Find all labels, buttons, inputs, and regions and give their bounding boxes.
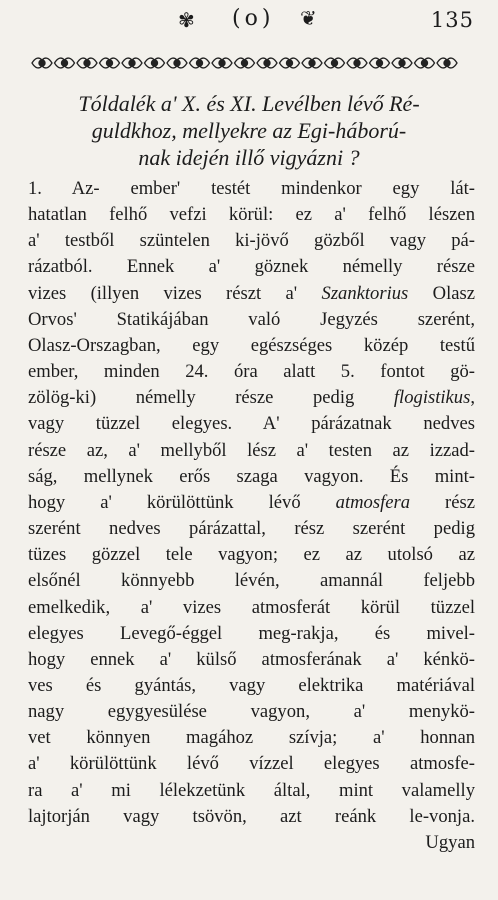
- page-header: [0, 6, 498, 36]
- italic-term: Szanktorius: [321, 282, 409, 304]
- ornament-icon: [302, 58, 322, 68]
- text-segment: vet könnyen magához szívja; a' honnan: [28, 727, 475, 749]
- text-segment: ves és gyántás, vagy elektrika matériával: [28, 674, 475, 696]
- text-line: [28, 228, 475, 254]
- text-segment: elegyes Levegő-éggel meg-rakja, és mivel-: [28, 622, 475, 644]
- text-line: [28, 568, 475, 594]
- title-line: Tóldalék a' X. és XI. Levélben lévő Ré-: [78, 91, 420, 116]
- text-segment: szerént nedves párázattal, rész szerént pedig: [28, 518, 475, 540]
- text-line: [28, 438, 475, 464]
- ornament-icon: [257, 58, 277, 68]
- title-line: guldkhoz, mellyekre az Egi-háború-: [91, 118, 407, 143]
- text-segment: hogy ennek a' külső atmosferának a' kénkö-: [28, 648, 475, 670]
- text-segment: 1. Az- ember' testét mindenkor egy lát-: [28, 178, 475, 199]
- ornament-icon: [415, 58, 435, 68]
- text-segment: lajtorján vagy tsövön, azt reánk le-vonja.: [28, 805, 475, 827]
- ornament-icon: [32, 58, 52, 68]
- ornament-icon: [122, 58, 142, 68]
- text-line: [28, 516, 475, 542]
- page-number: 135: [430, 8, 474, 32]
- ornament-icon: [325, 58, 345, 68]
- text-segment: nagy egygyesülése vagyon, a' menykö-: [28, 701, 475, 723]
- text-segment: vagy tüzzel elegyes. A' párázatnak nedves: [28, 413, 475, 435]
- text-segment: hatatlan felhő vefzi körül: ez a' felhő lészen: [28, 204, 475, 226]
- signature-mark: (o): [232, 6, 275, 31]
- ornament-icon: [437, 58, 457, 68]
- text-segment: vizes (illyen vizes részt a': [28, 282, 322, 304]
- text-segment: tüzes gözzel tele vagyon; ez az utolsó az: [28, 544, 475, 566]
- title-line: nak idején illő vigyázni ?: [138, 145, 360, 170]
- ornamental-rule: [30, 52, 475, 74]
- text-line: [28, 490, 475, 516]
- text-line: [28, 699, 475, 725]
- ornament-icon: [370, 58, 390, 68]
- text-segment: hogy a' körülöttünk lévő: [28, 491, 336, 513]
- text-line: [28, 595, 475, 621]
- text-line: [28, 464, 475, 490]
- text-segment: elsőnél könnyebb lévén, amannál feljebb: [28, 570, 475, 592]
- text-line: [28, 359, 475, 385]
- ornament-icon: [190, 58, 210, 68]
- ornament-icon: [55, 58, 75, 68]
- text-line: [28, 202, 475, 228]
- text-segment: a' testből szüntelen ki-jövő gözből vagy pá-: [28, 230, 475, 252]
- ornament-icon: [145, 58, 165, 68]
- text-segment: Olasz-Orszagban, egy egészséges közép testű: [28, 334, 475, 356]
- text-segment: része az, a' mellyből lész a' testen az izzad-: [28, 439, 475, 461]
- text-line: [28, 647, 475, 673]
- italic-term: atmosfera: [335, 491, 411, 513]
- text-line: [28, 751, 475, 777]
- text-line: [28, 176, 475, 202]
- ornament-icon: [392, 58, 412, 68]
- text-segment: zölög-ki) némelly része pedig: [28, 387, 394, 409]
- text-segment: a' körülöttünk lévő vízzel elegyes atmosfe-: [28, 753, 475, 775]
- fleuron-icon: ✾: [178, 8, 195, 32]
- text-line: [28, 307, 475, 333]
- ornament-icon: [235, 58, 255, 68]
- text-line: [28, 725, 475, 751]
- catchword: Ugyan: [425, 831, 475, 853]
- italic-term: flogistikus: [393, 387, 471, 409]
- text-line: [28, 830, 475, 856]
- text-line: [28, 333, 475, 359]
- ornament-icon: [347, 58, 367, 68]
- ornament-icon: [212, 58, 232, 68]
- text-line: [28, 778, 475, 804]
- text-line: [28, 621, 475, 647]
- text-line: [28, 281, 475, 307]
- text-line: [28, 542, 475, 568]
- text-segment: ra a' mi lélekzetünk által, mint valamelly: [28, 779, 475, 801]
- text-segment: Olasz: [408, 282, 476, 304]
- fleuron-icon: ❦: [300, 6, 317, 30]
- text-line: [28, 804, 475, 830]
- body-text: [28, 176, 475, 856]
- text-segment: ,: [470, 387, 475, 409]
- ornament-icon: [280, 58, 300, 68]
- text-segment: Orvos' Statikájában való Jegyzés szerént,: [28, 308, 475, 330]
- text-line: [28, 254, 475, 280]
- text-line: [28, 411, 475, 437]
- text-segment: ság, mellynek erős szaga vagyon. És mint-: [28, 465, 475, 487]
- section-title: [20, 90, 478, 171]
- text-line: [28, 385, 475, 411]
- ornament-icon: [167, 58, 187, 68]
- ornament-icon: [100, 58, 120, 68]
- text-segment: rázatból. Ennek a' göznek némelly része: [28, 256, 475, 278]
- text-segment: rész: [410, 491, 475, 513]
- ornament-icon: [77, 58, 97, 68]
- text-segment: ember, minden 24. óra alatt 5. fontot gö-: [28, 361, 475, 383]
- text-line: [28, 673, 475, 699]
- text-segment: emelkedik, a' vizes atmosferát körül tüzzel: [28, 596, 475, 618]
